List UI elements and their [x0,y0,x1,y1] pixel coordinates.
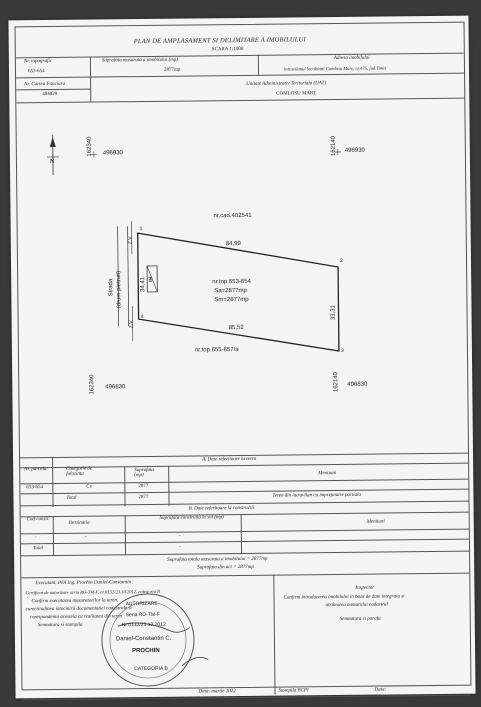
inspector-title: Inspector [355,586,374,591]
total-act: Suprafata din act = 2877mp [197,565,254,571]
inspector-stamp: Stampila BCPI [278,688,308,693]
coord-tl-y: 162340 [87,137,93,157]
north-label: N [50,159,54,165]
constructii-col-surface: Suprafata construita la sol (mp) [157,515,227,521]
inspector-date: Data: [374,688,386,693]
stamp-category: CATEGORIA B [134,666,168,672]
constructii-dash-1: - [35,535,37,540]
executant-line-2: Certificat de autorizare seria RO-TM-F, nr.0132/23.10.2012, categoria B [25,589,160,595]
side-bottom: 85,52 [229,325,244,331]
constructii-col-dest: Destinatia [69,521,90,526]
coord-br-x: 496830 [347,382,367,388]
building-label: IH [148,277,154,282]
teren-row-category: Cc [86,485,92,490]
surface-label: Suprafata masurata a imobilului (mp) [102,58,178,64]
zv-top: Z.V. [128,235,134,244]
address-label: Adresa imobilului [334,56,370,61]
zv-bottom: Z.V. [129,319,135,328]
bottom-neighbor: nr.top.655-657/a [195,347,239,353]
address-value: intravilanul localitatii Comlosu Mare, nr.475, jud.Timis [284,65,386,71]
north-arrow-icon [47,135,59,175]
coord-tr-x: 496930 [345,148,365,154]
stamp-nr: Nr.0132/23.10.2012 [122,622,166,628]
point-1: 1 [140,226,143,232]
teren-col-mentions: Mentiuni [318,471,336,476]
constructii-title: B. Date referitoare la constructii [189,506,255,512]
coord-bl-y: 162340 [89,375,95,395]
coord-br-y: 162140 [333,372,339,392]
nr-topo-label: Nr. topografic [24,59,52,64]
teren-total-label: Total [66,496,76,501]
point-4: 4 [141,314,144,320]
coord-tl-x: 496930 [103,150,123,156]
executant-line-5: corespondenta acesteia cu realitatea din teren [30,614,122,620]
side-top: 84,99 [226,241,241,247]
teren-title: A. Date referitoare la teren [202,457,256,463]
teren-row-surface: 2877 [138,484,148,489]
cad-neighbor: nr.cad.402541 [213,213,251,219]
stamp-name: Daniel-Constantin C. [116,636,171,643]
executant-line-1: Executant, PFA Ing. Prochin Daniel-Constantin [35,580,131,586]
street-sub: (drum pietruit) [116,271,122,308]
stamp-top: AUTORIZARE [126,601,158,607]
executant-line-4: corectitudinea intocmirii documentatiei cadastrale si [26,606,132,612]
inspector-line-2: atribuirea numarului cadastral [326,602,388,608]
teren-row-mention: Teren din intravilan cu imprejmuire partiala [272,493,361,499]
coord-tr-y: 162140 [331,136,337,156]
executant-line-3: Confirm executarea masuratorilor la teren, [32,598,119,604]
nr-topo-value: 653-654 [28,69,45,74]
side-right: 33,31 [330,305,336,320]
constructii-col-mentions: Mentiuni [367,520,385,525]
executant-date: Data: martie 2022 [198,689,235,694]
constructii-dash-3: - [179,534,181,539]
scale-label: SCARA 1:1000 [212,47,244,52]
inspector-line-1: Confirm introducerea imobilului in baza de date integrata si [284,594,405,600]
point-2: 2 [340,258,343,264]
executant-line-6: Semnatura si stampila [38,623,83,628]
constructii-total-label: Total [33,546,43,551]
surface-value: 2877mp [164,68,180,73]
inspector-line-3: Semnatura si parafa [340,617,381,622]
constructii-dash-2: - [85,535,87,540]
stamp-series: Seria RO-TM-F [126,612,160,618]
plan-drawing [16,23,473,358]
teren-col-parcel: Nr. parcela [24,467,52,472]
cf-value: 404029 [42,92,57,97]
teren-col-category: Categorie de folosinta [66,466,110,476]
page-frame [15,22,472,691]
teren-total-surface: 2877 [138,495,148,500]
constructii-total-dash: - [179,545,181,550]
document-page [8,16,475,699]
uat-value: COMLOSU MARE [276,91,316,96]
point-3: 3 [341,348,344,354]
lot-label: nr.top.653-654 [212,279,251,285]
total-measured: Suprafata totala masurata a imobilului = 2877mp [167,557,267,563]
uat-label: Unitate Administrativ Teritoriala (UAT) [246,81,326,87]
teren-col-surface: Suprafata (mp) [134,468,164,478]
street-label: Strada [108,279,114,297]
sa-label: Sa=2877mp [214,288,247,294]
constructii-col-code: Cod constr. [27,517,53,522]
sm-label: Sm=2877mp [214,297,248,303]
cf-label: Nr. Cartea Funciara [24,82,65,87]
teren-row-parcel: 653-654 [26,485,43,490]
stamp-surname: PROCHIN [132,648,160,654]
side-left: 34,41 [140,277,146,292]
coord-bl-x: 496830 [105,384,125,390]
document-title: PLAN DE AMPLASAMENT SI DELIMITARE A IMOBILULUI [134,36,306,45]
